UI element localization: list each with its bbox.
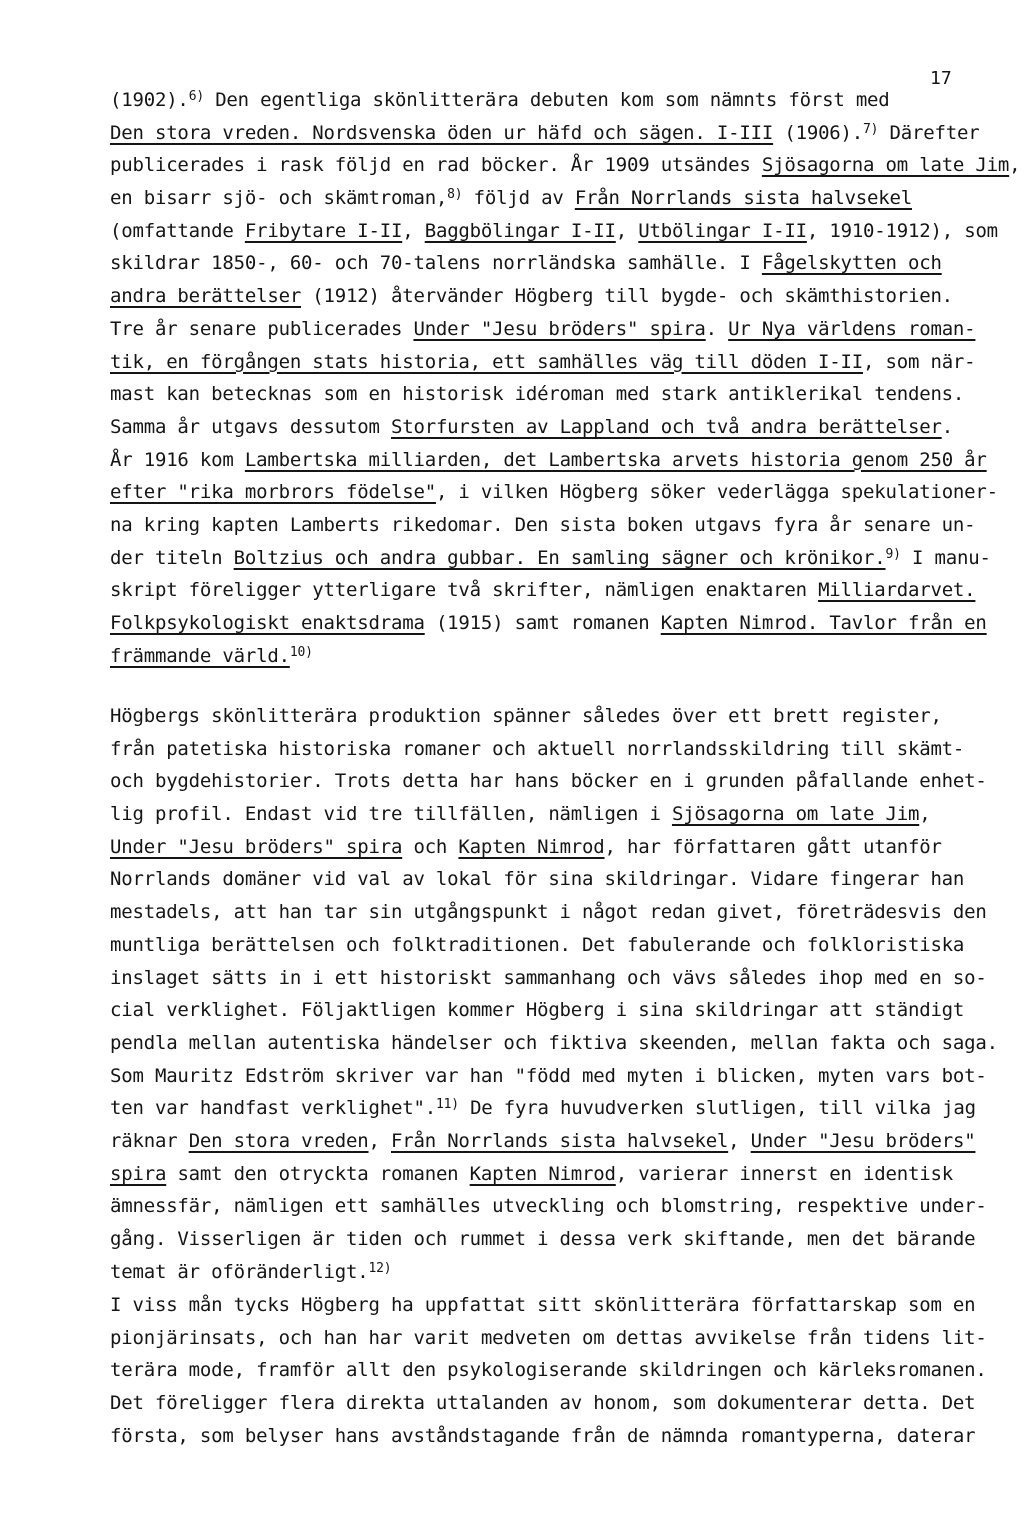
text-run: Tre år senare publicerades (110, 317, 414, 340)
text-line (110, 929, 970, 962)
text-line (110, 994, 970, 1027)
footnote-ref: 7) (863, 121, 879, 137)
text-run: från patetiska historiska romaner och aktuell norrlandsskildring till skämt- (110, 737, 965, 760)
underlined-title: Milliardarvet. (818, 579, 976, 602)
text-line (110, 1387, 976, 1420)
text-run: ämnessfär, nämligen ett samhälles utveckling och blomstring, respektive under- (110, 1195, 987, 1218)
text-line (110, 1420, 976, 1453)
text-line (110, 117, 980, 150)
underlined-title: Utbölingar I-II (638, 219, 807, 242)
text-run: lig profil. Endast vid tre tillfällen, nämligen i (110, 803, 672, 826)
text-run: gång. Visserligen är tiden och rummet i dessa verk skiftande, men det bärande (110, 1228, 976, 1250)
text-line (110, 1289, 976, 1322)
text-line (110, 280, 970, 313)
text-line (110, 509, 976, 542)
footnote-ref: 9) (885, 546, 901, 562)
underlined-title: Boltzius och andra gubbar. En samling sägner och krönikor. (233, 546, 886, 569)
text-line (110, 1092, 976, 1125)
text-run: (1906). (773, 121, 864, 144)
underlined-title: Folkpsykologiskt enaktsdrama (110, 612, 425, 634)
text-run: , har författaren gått utanför (604, 835, 942, 858)
underlined-title: främmande värld. (110, 644, 290, 667)
underlined-title: Den stora vreden (188, 1129, 369, 1152)
text-run: (1912) återvänder Högberg till bygde- och skämthistorien. (301, 285, 953, 308)
text-run: cial verklighet. Följaktligen kommer Högberg i sina skildringar att ständigt (110, 999, 965, 1022)
page-number: 17 (930, 68, 952, 89)
text-run: första, som belyser hans avståndstagande från de nämnda romantyperna, daterar (110, 1424, 976, 1447)
paragraph-1 (110, 84, 1021, 672)
text-line (110, 733, 970, 766)
text-run: Högbergs skönlitterära produktion spänner således över ett brett register, (110, 705, 942, 727)
underlined-title: Sjösagorna om late Jim (761, 154, 1010, 177)
text-run: temat är oföränderligt. (110, 1260, 369, 1283)
text-line (110, 313, 976, 346)
text-line (110, 84, 970, 117)
text-run: Som Mauritz Edström skriver var han "född med myten i blicken, myten vars bot- (110, 1064, 987, 1087)
text-run: publicerades i rask följd en rad böcker. År 1909 utsändes (110, 154, 762, 177)
text-line (110, 831, 970, 864)
text-run: inslaget sätts in i ett historiskt sammanhang och vävs således ihop med en so- (110, 966, 987, 989)
text-line (110, 798, 970, 831)
text-run: . (705, 317, 729, 340)
text-run: na kring kapten Lamberts rikedomar. Den sista boken utgavs fyra år senare un- (110, 513, 976, 536)
text-run: , (1009, 154, 1021, 177)
text-run: , (368, 1129, 391, 1152)
underlined-title: Kapten Nimrod. Tavlor från en (660, 612, 987, 634)
text-run: (1915) samt romanen (424, 612, 661, 634)
underlined-title: tik, en förgången stats historia, ett samhälles väg till döden I-II (110, 350, 864, 373)
text-line (110, 765, 987, 798)
text-line (110, 247, 970, 280)
text-run: (1902). (110, 89, 189, 111)
text-run: (omfattande (110, 219, 245, 242)
underlined-title: Storfursten av Lappland och två andra berättelser (390, 415, 942, 438)
underlined-title: Sjösagorna om late Jim (671, 803, 920, 826)
text-run: muntliga berättelsen och folktraditionen. Det fabulerande och folkloristiska (110, 933, 965, 956)
text-run: . (941, 415, 953, 438)
underlined-title: Fågelskytten och (761, 252, 942, 275)
text-run: , (919, 803, 931, 826)
text-line (110, 863, 970, 896)
text-run: räknar (110, 1129, 189, 1152)
text-line (110, 476, 998, 509)
paragraph-2 (110, 700, 998, 1288)
underlined-title: Kapten Nimrod (458, 835, 605, 858)
paragraph-3 (110, 1289, 987, 1452)
text-run: terära mode, framför allt den psykologiserande skildringen och kärleksromanen. (110, 1359, 987, 1382)
text-run: ten var handfast verklighet". (110, 1097, 436, 1120)
text-run: och (402, 835, 459, 858)
text-run: samt den otryckta romanen (166, 1162, 470, 1185)
text-run: en bisarr sjö- och skämtroman, (110, 187, 448, 210)
text-line (110, 215, 998, 248)
text-run: följd av (462, 187, 575, 210)
text-run: mast kan betecknas som en historisk idéroman med stark antiklerikal tendens. (110, 383, 965, 406)
footnote-ref: 11) (435, 1097, 459, 1113)
underlined-title: Från Norrlands sista halvsekel (391, 1129, 729, 1152)
underlined-title: Under "Jesu bröders" (750, 1129, 976, 1152)
text-run: och bygdehistorier. Trots detta har hans böcker en i grunden påfallande enhet- (110, 770, 987, 793)
text-line (110, 896, 987, 929)
underlined-title: andra berättelser (110, 285, 302, 308)
underlined-title: Från Norrlands sista halvsekel (574, 187, 912, 210)
footnote-ref: 12) (368, 1260, 392, 1276)
text-run: I viss mån tycks Högberg ha uppfattat sitt skönlitterära författarskap som en (110, 1294, 976, 1316)
text-run: , (402, 219, 425, 242)
underlined-title: Ur Nya världens roman- (728, 317, 976, 340)
text-line (110, 1354, 987, 1387)
underlined-title: spira (110, 1162, 167, 1185)
footnote-ref: 10) (289, 644, 313, 660)
text-line (110, 182, 970, 215)
footnote-ref: 6) (188, 89, 204, 104)
text-line (110, 149, 1021, 182)
text-run: Därefter (878, 121, 980, 144)
text-run: År 1916 kom (110, 448, 245, 471)
text-run: , (728, 1129, 751, 1152)
text-line (110, 1190, 987, 1223)
text-line (110, 444, 987, 477)
text-line (110, 962, 987, 995)
underlined-title: Kapten Nimrod (469, 1162, 616, 1185)
text-run: Det föreligger flera direkta uttalanden av honom, som dokumenterar detta. Det (110, 1392, 976, 1415)
text-line (110, 542, 991, 575)
text-run: , som när- (863, 350, 976, 373)
text-line (110, 346, 976, 379)
text-line (110, 640, 970, 673)
text-line (110, 1027, 998, 1060)
text-line (110, 378, 970, 411)
text-run: , i vilken Högberg söker vederlägga spekulationer- (435, 481, 998, 504)
text-run: , (615, 219, 639, 242)
text-run: I manu- (900, 546, 991, 569)
underlined-title: Den stora vreden. Nordsvenska öden ur häfd och sägen. I-III (110, 121, 774, 144)
text-line (110, 1322, 987, 1355)
text-line (110, 1256, 970, 1289)
text-run: der titeln (110, 546, 234, 569)
text-line (110, 411, 970, 444)
text-line (110, 1158, 970, 1191)
text-run: Norrlands domäner vid val av lokal för sina skildringar. Vidare fingerar han (110, 868, 965, 891)
text-line (110, 1223, 976, 1256)
text-run: pendla mellan autentiska händelser och fiktiva skeenden, mellan fakta och saga. (110, 1031, 998, 1054)
text-run: skript föreligger ytterligare två skrifter, nämligen enaktaren (110, 579, 819, 602)
underlined-title: Under "Jesu bröders" spira (413, 317, 706, 340)
underlined-title: Baggbölingar I-II (424, 219, 616, 242)
text-run: skildrar 1850-, 60- och 70-talens norrländska samhälle. I (110, 252, 762, 275)
text-line (110, 607, 987, 640)
text-run: pionjärinsats, och han har varit medveten om dettas avvikelse från tidens lit- (110, 1326, 987, 1349)
text-run: , varierar innerst en identisk (615, 1162, 953, 1185)
text-run: De fyra huvudverken slutligen, till vilka jag (458, 1097, 976, 1120)
text-line (110, 700, 970, 733)
text-run: mestadels, att han tar sin utgångspunkt i något redan givet, företrädesvis den (110, 901, 987, 924)
text-run: Samma år utgavs dessutom (110, 415, 391, 438)
underlined-title: Under "Jesu bröders" spira (110, 835, 403, 858)
text-line (110, 1125, 976, 1158)
underlined-title: efter "rika morbrors födelse" (110, 481, 436, 504)
text-line (110, 1060, 987, 1093)
text-run: , 1910-1912), som (806, 219, 998, 242)
underlined-title: Fribytare I-II (244, 219, 403, 242)
text-run: Den egentliga skönlitterära debuten kom som nämnts först med (203, 89, 890, 111)
text-line (110, 574, 976, 607)
footnote-ref: 8) (447, 187, 463, 203)
underlined-title: Lambertska milliarden, det Lambertska arvets historia genom 250 år (244, 448, 987, 471)
